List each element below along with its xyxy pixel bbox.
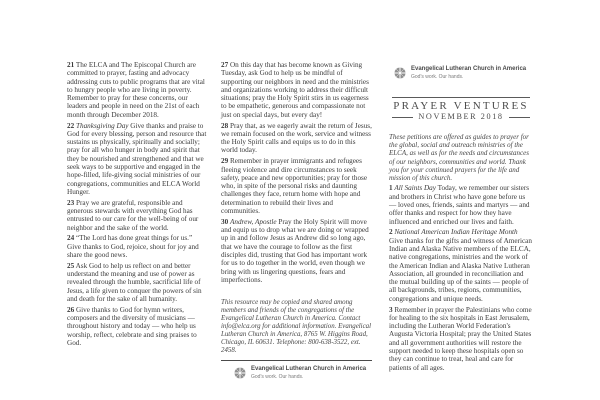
petition-number: 28 <box>221 121 229 130</box>
petition-22 <box>67 122 207 197</box>
petition-text: On this day that has become known as Giving Tuesday, ask God to help us be mindful of supporting our neighbors in need and the ministries and organizations working to address their difficult situations; pray the Holy Spirit stirs in us eagerness to be empathetic, generous and compassionate not just on special days, but every day! <box>221 61 369 119</box>
left-column <box>67 61 207 350</box>
petition-lead: Thanksgiving Day <box>75 121 129 130</box>
petition-23 <box>67 199 207 232</box>
petition-number: 26 <box>67 305 75 314</box>
petition-25 <box>67 262 207 303</box>
resource-note: This resource may be copied and shared among members and friends of the congregations of the Evangelical Lutheran Church in America. Contact info@elca.org for additional information. Evangelical Lutheran Church in America, 8765 W. Higgins Road, Chicago, IL 60631. Telephone: 800-638-3522, ext. 2458. <box>221 299 372 354</box>
petition-number: 21 <box>67 61 75 69</box>
petition-26 <box>67 306 207 347</box>
petition-number: 3 <box>389 305 393 314</box>
petition-30 <box>221 218 372 284</box>
petition-lead: Andrew, Apostle <box>229 217 277 226</box>
petition-lead: National American Indian Heritage Month <box>394 228 518 237</box>
issue-date-text: NOVEMBER 2018 <box>418 112 504 121</box>
petition-3 <box>389 306 533 372</box>
subtitle-dash-right <box>509 117 530 118</box>
petition-number: 23 <box>67 198 75 207</box>
petition-number: 25 <box>67 261 75 270</box>
subtitle-dash-left <box>392 117 413 118</box>
intro-note: These petitions are offered as guides to prayer for the global, social and outreach ministries of the ELCA, as well as for the needs and circumstances of our neighbors, communities and world. Thank you for your continued prayers for the life and mission of this church. <box>389 133 529 182</box>
petition-text: Give thanks to God for hymn writers, composers and the diversity of musicians — throughout history and today — who help us worship, reflect, celebrate and sing praises to God. <box>67 305 197 347</box>
petition-text: Ask God to help us reflect on and better understand the meaning and use of power as revealed through the humble, sacrificial life of Jesus, a life given to conquer the powers of sin and death for the sake of all humanity. <box>67 261 202 304</box>
petition-text: Give thanks for the gifts and witness of American Indian and Alaska Native members of the ELCA, native congregations, ministries and the work of the American Indian and Alaska Native Lutheran Association, all grounded in reconciliation and the mutual building up of the saints — people of all backgrounds, tribes, regions, communities, congregations and unique needs. <box>389 236 532 303</box>
petition-21 <box>67 61 207 119</box>
petition-number: 29 <box>221 157 229 166</box>
petition-2 <box>389 228 533 303</box>
petition-number: 30 <box>221 217 229 226</box>
petition-28 <box>221 122 372 155</box>
petition-number: 24 <box>67 234 75 243</box>
petition-text: Pray the Holy Spirit will move and equip us to drop what we are doing or wrapped up in and follow Jesus as Andrew did so long ago, that we have the courage to follow as the first disciples did, trusting that God has important work for us to do together in the world, even though we bring with us lingering questions, fears and imperfections. <box>221 217 369 284</box>
petition-text: Give thanks and praise to God for every blessing, person and resource that sustains us physically, spiritually and socially; pray for all who hunger in body and spirit that they be nourished and strengthened and that we seek ways to be supportive and engaged in the hope-filled, life-giving social ministries of our congregations, communities and ELCA World Hunger. <box>67 121 207 196</box>
masthead-rule <box>392 97 530 98</box>
petition-number: 2 <box>389 228 393 237</box>
petition-text: Remember in prayer immigrants and refugees fleeing violence and dire circumstances to seek safety, peace and new opportunities; pray for those who, in spite of the personal risks and daunting challenges they face, return home with hope and determination to rebuild their lives and communities. <box>221 157 368 216</box>
issue-date <box>392 113 530 121</box>
page-title: PRAYER VENTURES <box>393 100 529 112</box>
petition-29 <box>221 157 372 215</box>
middle-column <box>221 61 372 380</box>
petition-text: Pray we are grateful, responsible and generous stewards with everything God has entrusted to our care for the well-being of our neighbor and the sake of the world. <box>67 198 199 232</box>
elca-logo-footer <box>233 366 372 380</box>
petition-text: Today, we remember our sisters and brothers in Christ who have gone before us — loved ones, friends, saints and martyrs — and offer thanks and respect for how they have influenced and enriched our lives and faith. <box>389 184 530 226</box>
brand-name: Evangelical Lutheran Church in America <box>411 66 527 72</box>
petition-24 <box>67 234 207 259</box>
footer-divider <box>221 360 372 361</box>
petition-text: Pray that, as we eagerly await the return of Jesus, we remain focused on the work, service and witness the Holy Spirit calls and equips us to do in this world today. <box>221 121 372 155</box>
elca-emblem-icon <box>233 366 247 380</box>
petition-27 <box>221 61 372 119</box>
petition-text: “The Lord has done great things for us.” Give thanks to God, rejoice, shout for joy and share the good news. <box>67 234 199 260</box>
petition-1 <box>389 184 533 225</box>
elca-logo-header <box>393 66 533 80</box>
right-column <box>389 66 533 374</box>
petition-text: Remember in prayer the Palestinians who come for healing to the six hospitals in East Jerusalem, including the Lutheran World Federation's Augusta Victoria Hospital; pray the United States and all government authorities will restore the support needed to keep these hospitals open so they can continue to treat, heal and care for patients of all ages. <box>389 305 532 372</box>
brand-tagline: God's work. Our hands. <box>411 74 464 80</box>
brand-name: Evangelical Lutheran Church in America <box>251 365 367 372</box>
petition-number: 27 <box>221 61 229 69</box>
petition-lead: All Saints Day <box>394 184 436 193</box>
petition-number: 1 <box>389 184 393 193</box>
petition-number: 22 <box>67 121 75 130</box>
petition-text: The ELCA and The Episcopal Church are committed to prayer, fasting and advocacy addressing cuts to public programs that are vital to hungry people who are living in poverty. Remember to pray for these concerns, our leaders and people in need on the 21st of each month through December 2018. <box>67 61 205 119</box>
brand-tagline: God's work. Our hands. <box>251 373 304 380</box>
masthead <box>389 97 533 121</box>
elca-emblem-icon <box>393 66 407 80</box>
